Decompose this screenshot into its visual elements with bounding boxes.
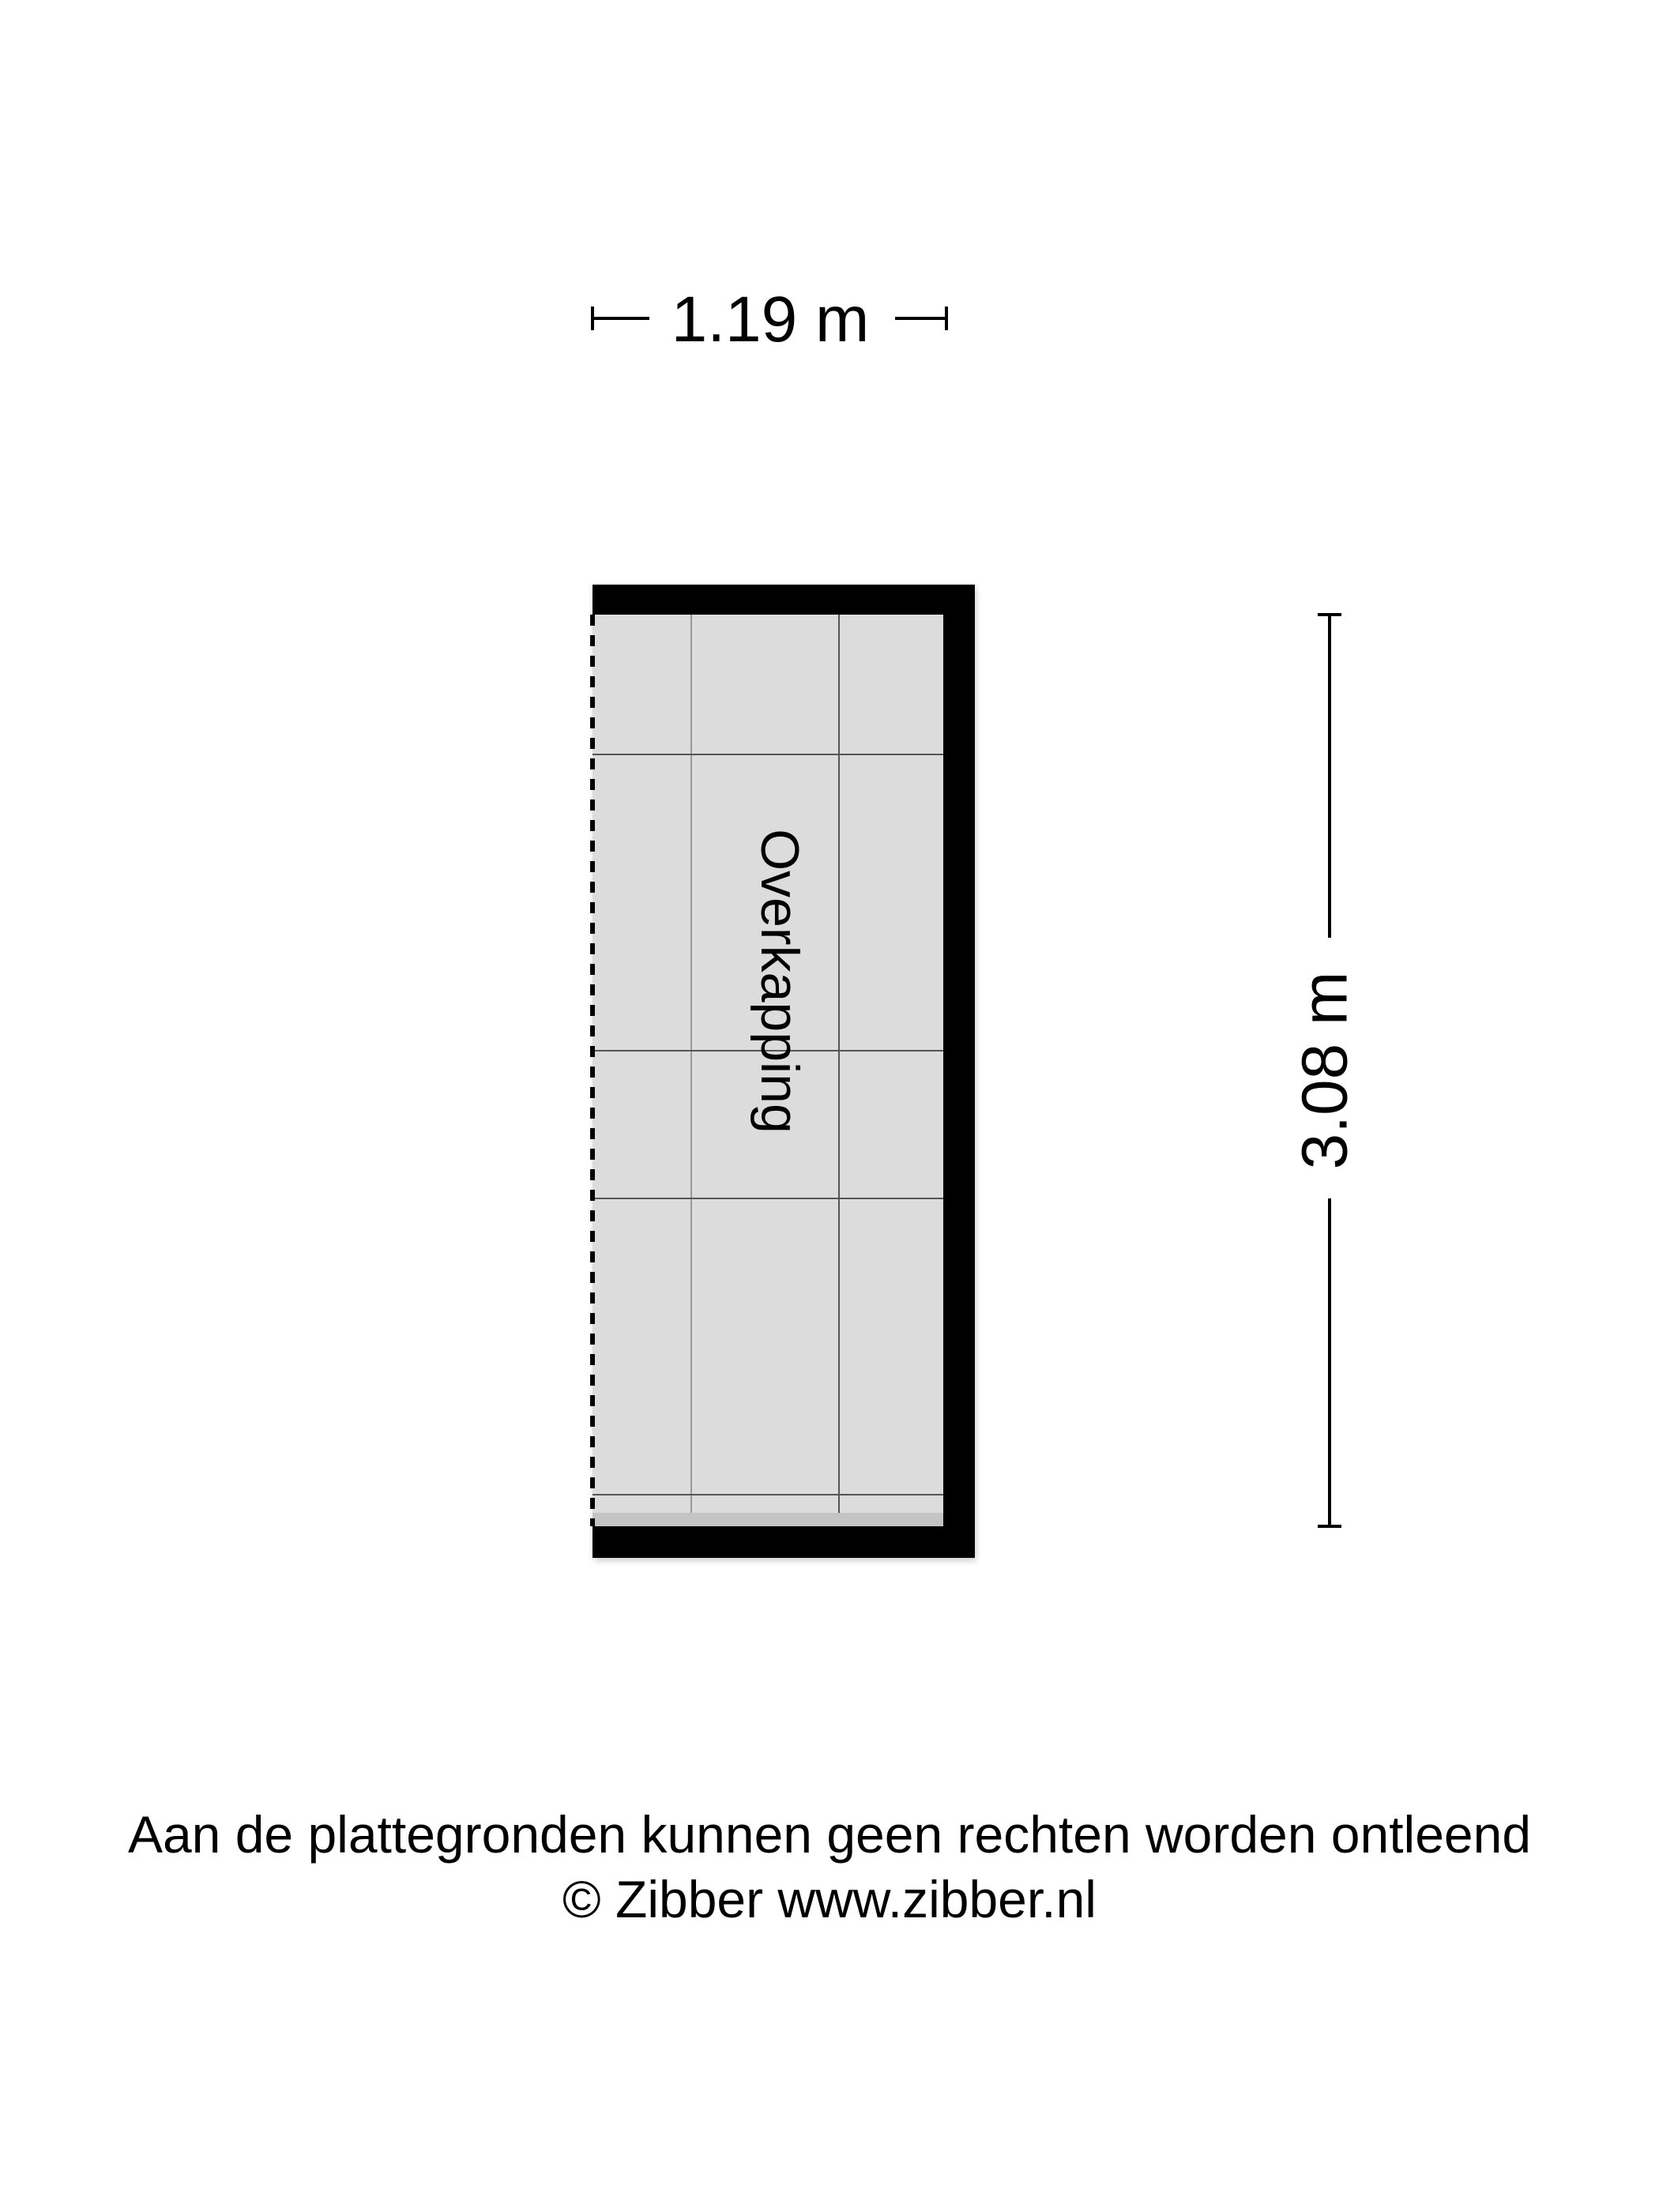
room-label: Overkapping [750, 829, 811, 1134]
copyright-text: © Zibber www.zibber.nl [562, 1870, 1097, 1928]
height-dimension-label: 3.08 m [1288, 971, 1361, 1170]
floor-edge-tint [592, 1513, 943, 1526]
width-dimension [592, 284, 946, 356]
room-overkapping [592, 585, 976, 1561]
width-dimension-label: 1.19 m [671, 284, 870, 356]
wall-top [592, 585, 975, 615]
wall-bottom [592, 1526, 975, 1558]
disclaimer-text: Aan de plattegronden kunnen geen rechten worden ontleend [127, 1805, 1532, 1864]
height-dimension [1289, 615, 1361, 1526]
wall-right [943, 585, 975, 1558]
